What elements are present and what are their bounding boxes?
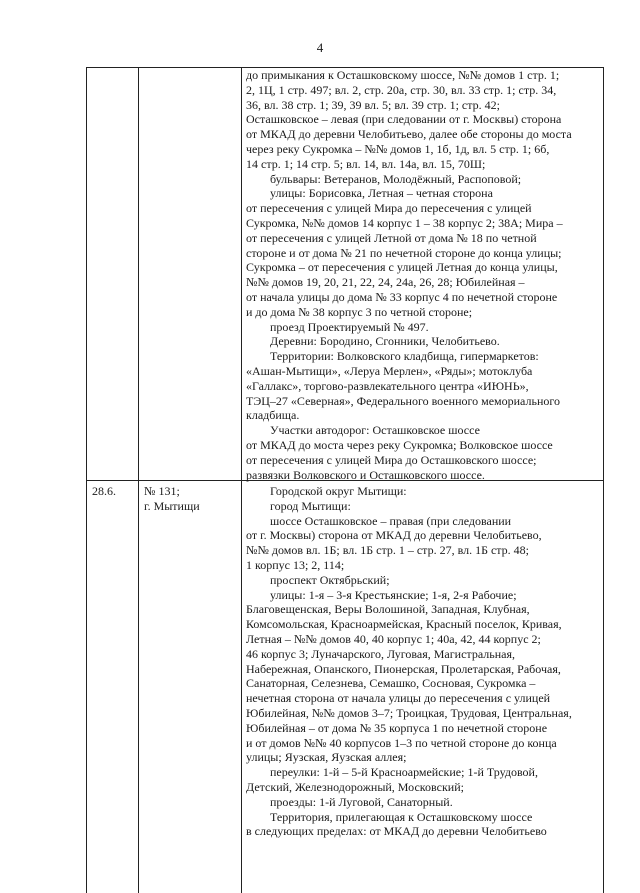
text-line: Территория, прилегающая к Осташковскому шоссе xyxy=(270,809,533,824)
text-line: «Галлакс», торгово-развлекательного центра «ИЮНЬ», xyxy=(246,378,529,393)
text-line: развязки Волковского и Осташковского шоссе. xyxy=(246,467,485,482)
text-line: 1 корпус 13; 2, 114; xyxy=(246,557,345,572)
text-line: улицы: Борисовка, Летная – четная сторона xyxy=(270,186,493,201)
text-line: Территории: Волковского кладбища, гипермаркетов: xyxy=(270,349,539,364)
text-line: №№ домов вл. 1Б; вл. 1Б стр. 1 – стр. 27, вл. 1Б стр. 48; xyxy=(246,543,530,558)
row-number: 28.6. xyxy=(92,484,116,498)
page-number: 4 xyxy=(316,40,324,55)
table-row-current-content xyxy=(246,484,600,839)
text-line: нечетная сторона от начала улицы до пересечения с улицей xyxy=(246,691,551,706)
text-line: через реку Сукромка – №№ домов 1, 1б, 1д, вл. 5 стр. 1; 6б, xyxy=(246,141,550,156)
text-line: Комсомольская, Красноармейская, Красный поселок, Кривая, xyxy=(246,617,562,632)
text-line: Сукромка – от пересечения с улицей Летная до конца улицы, xyxy=(246,260,558,275)
district-city: г. Мытищи xyxy=(144,499,200,513)
text-line: Юбилейная, №№ домов 3–7; Троицкая, Трудовая, Центральная, xyxy=(246,705,572,720)
text-line: 46 корпус 3; Луначарского, Луговая, Магистральная, xyxy=(246,646,515,661)
text-line: переулки: 1-й – 5-й Красноармейские; 1-й Трудовой, xyxy=(270,765,538,780)
text-line: Юбилейная – от дома № 35 корпуса 1 по нечетной стороне xyxy=(246,720,548,735)
text-line: Деревни: Бородино, Сгонники, Челобитьево. xyxy=(270,334,500,349)
text-line: проезды: 1-й Луговой, Санаторный. xyxy=(270,794,453,809)
text-line: бульвары: Ветеранов, Молодёжный, Распоповой; xyxy=(270,171,522,186)
text-line: проспект Октябрьский; xyxy=(270,572,390,587)
text-line: улицы: 1-я – 3-я Крестьянские; 1-я, 2-я Рабочие; xyxy=(270,587,517,602)
text-line: Городской округ Мытищи: xyxy=(270,484,407,498)
text-line: Летная – №№ домов 40, 40 корпус 1; 40а, 42, 44 корпус 2; xyxy=(246,631,541,646)
text-line: Детский, Железнодорожный, Московский; xyxy=(246,779,464,794)
text-line: Санаторная, Селезнева, Семашко, Сосновая, Сукромка – xyxy=(246,676,536,691)
text-line: Благовещенская, Веры Волошиной, Западная, Клубная, xyxy=(246,602,530,617)
text-line: Участки автодорог: Осташковское шоссе xyxy=(270,423,480,438)
text-line: от МКАД до деревни Челобитьево, далее обе стороны до моста xyxy=(246,127,572,142)
text-line: улицы; Яузская, Яузская аллея; xyxy=(246,750,407,765)
district-cell xyxy=(144,484,200,514)
text-line: ТЭЦ–27 «Северная», Федерального военного мемориального xyxy=(246,393,560,408)
text-line: 14 стр. 1; 14 стр. 5; вл. 14, вл. 14а, вл. 15, 70Ш; xyxy=(246,156,486,171)
text-line: проезд Проектируемый № 497. xyxy=(270,319,429,334)
text-line: Осташковское – левая (при следовании от г. Москвы) сторона xyxy=(246,112,562,127)
text-line: от начала улицы до дома № 33 корпус 4 по нечетной стороне xyxy=(246,289,558,304)
text-line: от МКАД до моста через реку Сукромка; Волковское шоссе xyxy=(246,437,553,452)
text-line: шоссе Осташковское – правая (при следовании xyxy=(270,513,512,528)
text-line: кладбища. xyxy=(246,408,300,423)
text-line: и от домов №№ 40 корпусов 1–3 по четной стороне до конца xyxy=(246,735,557,750)
text-line: стороне и от дома № 21 по нечетной стороне до конца улицы; xyxy=(246,245,562,260)
text-line: в следующих пределах: от МКАД до деревни Челобитьево xyxy=(246,824,547,839)
text-line: от пересечения с улицей Летной от дома № 18 по четной xyxy=(246,230,537,245)
district-number: № 131; xyxy=(144,484,180,498)
text-line: №№ домов 19, 20, 21, 22, 24, 24а, 26, 28; Юбилейная – xyxy=(246,275,525,290)
text-line: от пересечения с улицей Мира до пересечения с улицей xyxy=(246,201,532,216)
text-line: и до дома № 38 корпус 3 по четной стороне; xyxy=(246,304,473,319)
text-line: 2, 1Ц, 1 стр. 497; вл. 2, стр. 20а, стр. 30, вл. 33 стр. 1; стр. 34, xyxy=(246,82,557,97)
text-line: город Мытищи: xyxy=(270,498,351,513)
text-line: Сукромка, №№ домов 14 корпус 1 – 38 корпус 2; 38А; Мира – xyxy=(246,215,563,230)
text-line: 36, вл. 38 стр. 1; 39, 39 вл. 5; вл. 39 стр. 1; стр. 42; xyxy=(246,97,500,112)
text-line: от г. Москвы) сторона от МКАД до деревни Челобитьево, xyxy=(246,528,542,543)
table-row-previous-content xyxy=(246,68,600,482)
text-line: «Ашан-Мытищи», «Леруа Мерлен», «Ряды»; мотоклуба xyxy=(246,363,533,378)
text-line: Набережная, Опанского, Пионерская, Пролетарская, Рабочая, xyxy=(246,661,561,676)
text-line: от пересечения с улицей Мира до Осташковского шоссе; xyxy=(246,452,537,467)
text-line: до примыкания к Осташковскому шоссе, №№ домов 1 стр. 1; xyxy=(246,68,560,82)
